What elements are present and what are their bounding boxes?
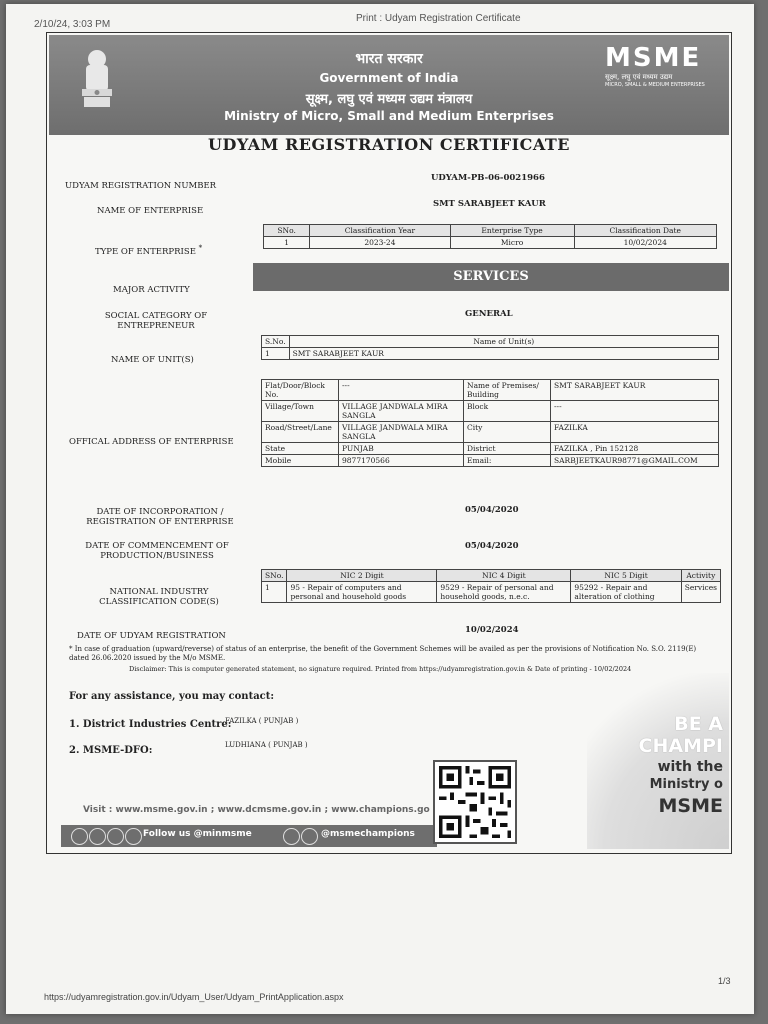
government-of-india-text: Government of India [319,71,459,85]
facebook-icon [71,828,88,845]
major-activity-value: SERVICES [253,263,729,291]
twitter-icon [107,828,124,845]
commencement-label: DATE OF COMMENCEMENT OF PRODUCTION/BUSINESS [85,541,229,561]
units-table: S.No. Name of Unit(s) 1 SMT SARABJEET KAUR [261,335,719,360]
page-number: 1/3 [718,976,731,986]
print-url: https://udyamregistration.gov.in/Udyam_User/Udyam_PrintApplication.aspx [44,992,344,1002]
msme-dfo-label: 2. MSME-DFO: [69,745,153,756]
hindi-ministry-text: सूक्ष्म, लघु एवं मध्यम उद्यम मंत्रालय [305,92,473,107]
at-icon [301,828,318,845]
reg-number-value: UDYAM-PB-06-0021966 [431,173,545,183]
nic-label: NATIONAL INDUSTRY CLASSIFICATION CODE(S) [99,587,219,607]
msme-dfo-value: LUDHIANA ( PUNJAB ) [225,741,308,749]
disclaimer: Disclaimer: This is computer generated statement, no signature required. Printed from https://udyamregistration.gov.in & Date of printing - 10/02/2024 [129,665,632,673]
table-row: 1 95 - Repair of computers and personal and household goods 9529 - Repair of personal and household goods, n.e.c. 95292 - Repair and alteration of clothing Services [262,582,721,603]
address-label: OFFICAL ADDRESS OF ENTERPRISE [69,437,234,447]
table-row: 1 SMT SARABJEET KAUR [262,348,719,360]
commencement-value: 05/04/2020 [465,541,519,551]
msme-logo: MSME सूक्ष्म, लघु एवं मध्यम उद्यम MICRO, SMALL & MEDIUM ENTERPRISES [605,43,705,88]
follow-msmechampions: @msmechampions [321,829,415,839]
follow-bar [61,825,437,847]
youtube-icon [125,828,142,845]
social-category-label: SOCIAL CATEGORY OF ENTREPRENEUR [104,311,208,331]
hindi-government-text: भारत सरकार [355,51,423,67]
graduation-footnote: * In case of graduation (upward/reverse) of status of an enterprise, the benefit of the Government Schemes will be availed as per the provisions of Notification No. S.O. 2119(E) dated 26.06.2020 issued by the M/o MSME. [69,645,697,662]
printed-page [6,4,754,1014]
follow-minmsme: Follow us @minmsme [143,829,252,839]
print-datetime: 2/10/24, 3:03 PM [34,19,111,30]
certificate-title: UDYAM REGISTRATION CERTIFICATE [208,135,570,154]
units-label: NAME OF UNIT(S) [111,355,194,365]
visit-links: Visit : www.msme.gov.in ; www.dcmsme.gov.in ; www.champions.go [83,805,430,815]
enterprise-name-label: NAME OF ENTERPRISE [97,206,204,216]
ministry-text: Ministry of Micro, Small and Medium Enterprises [224,109,554,123]
incorporation-label: DATE OF INCORPORATION / REGISTRATION OF ENTERPRISE [86,507,234,527]
header-banner [49,35,729,135]
enterprise-name-value: SMT SARABJEET KAUR [433,199,546,209]
enterprise-type-label: TYPE OF ENTERPRISE * [95,243,203,257]
social-category-value: GENERAL [465,309,513,319]
certificate [46,32,732,854]
linkedin-icon [283,828,300,845]
nic-table: SNo. NIC 2 Digit NIC 4 Digit NIC 5 Digit Activity 1 95 - Repair of computers and personal and household goods 9529 - Repair of personal and household goods, n.e.c. 95292 - Repair and alteration of clothing Services [261,569,721,603]
reg-number-label: UDYAM REGISTRATION NUMBER [65,181,217,191]
qr-code-icon [433,760,517,844]
assistance-heading: For any assistance, you may contact: [69,691,275,702]
print-title: Print : Udyam Registration Certificate [356,13,521,24]
enterprise-type-table: SNo. Classification Year Enterprise Type Classification Date 1 2023-24 Micro 10/02/2024 [263,224,717,249]
udyam-date-label: DATE OF UDYAM REGISTRATION [77,631,226,641]
champions-promo: BE A CHAMPI with the Ministry o MSME [587,673,729,849]
incorporation-value: 05/04/2020 [465,505,519,515]
dic-value: FAZILKA ( PUNJAB ) [225,717,299,725]
table-row: 1 2023-24 Micro 10/02/2024 [264,237,717,249]
address-table: Flat/Door/Block No. --- Name of Premises/ Building SMT SARABJEET KAUR Village/Town VILLAGE JANDWALA MIRA SANGLA Block --- Road/Street/Lane VILLAGE JANDWALA MIRA SANGLA City FAZILKA State PUNJAB District FAZILKA , Pin 152128 Mobile 9877170566 Email: SARBJEETKAUR98771@GMAIL.COM [261,379,719,467]
major-activity-label: MAJOR ACTIVITY [113,285,190,295]
dic-label: 1. District Industries Centre: [69,719,232,730]
udyam-date-value: 10/02/2024 [465,625,519,635]
instagram-icon [89,828,106,845]
